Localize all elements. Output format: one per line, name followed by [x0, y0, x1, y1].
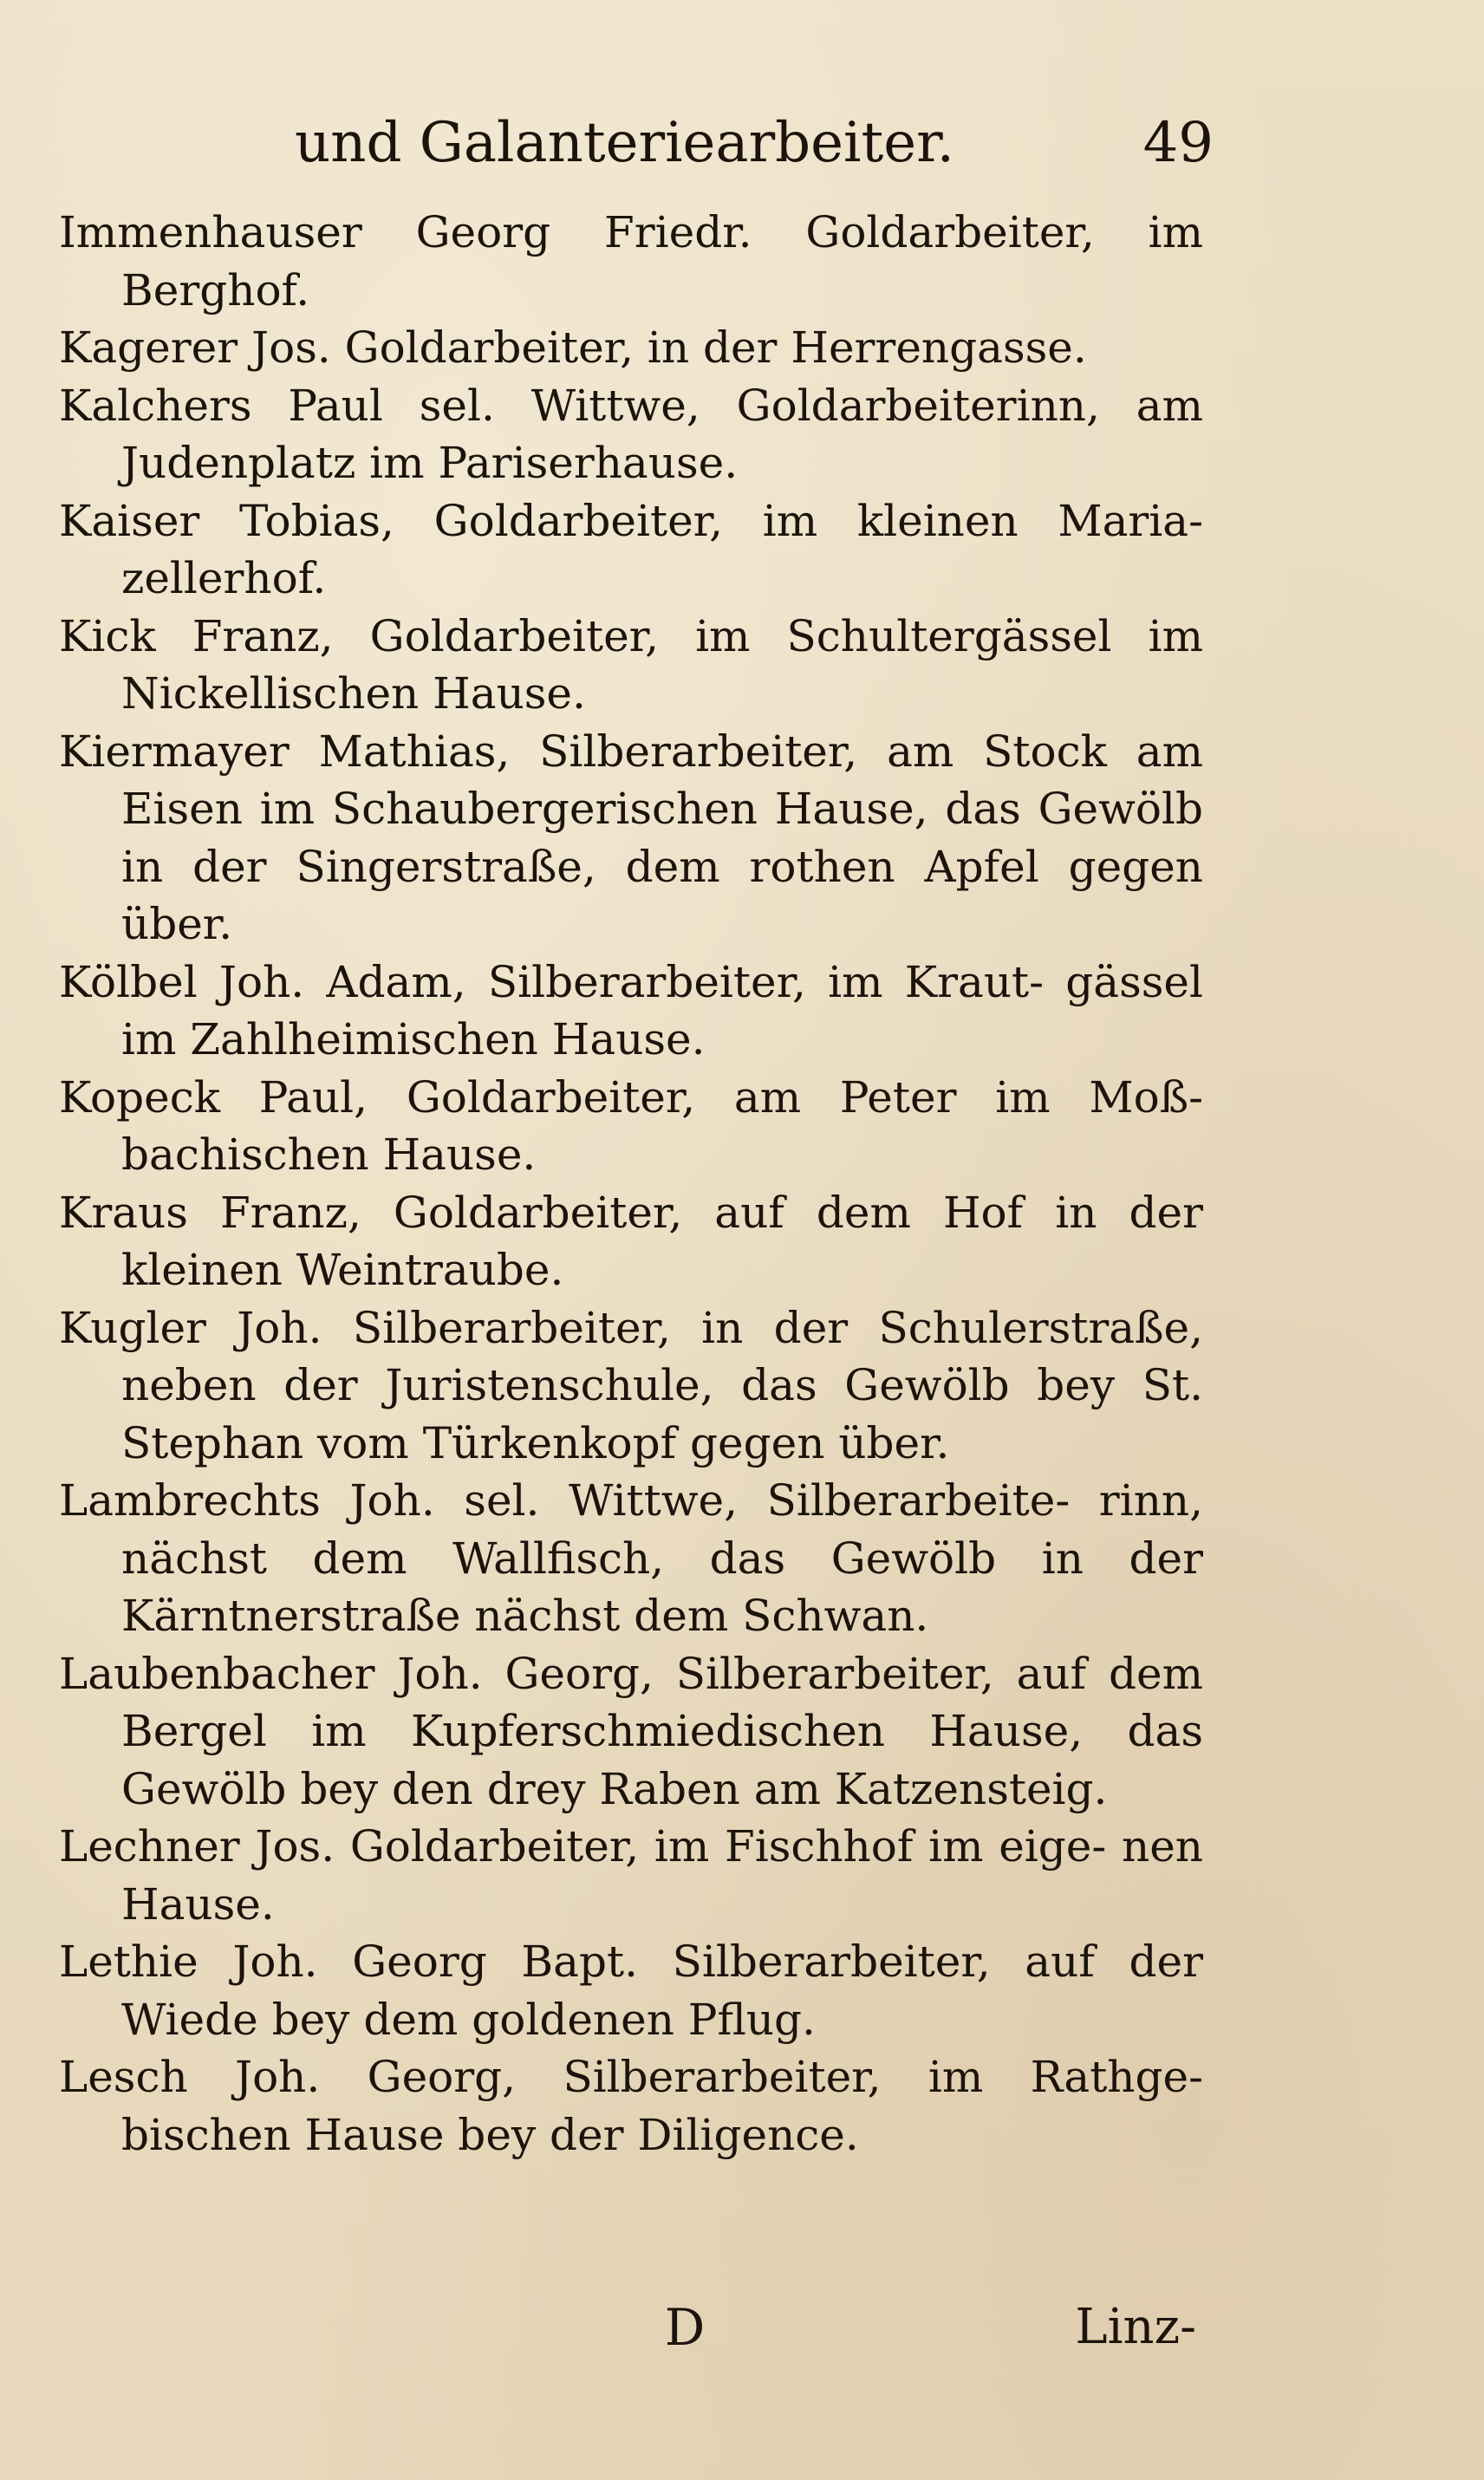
directory-entries — [59, 204, 1203, 2164]
directory-entry: Kugler Joh. Silberarbeiter, in der Schulerstraße, neben der Juristenschule, das Gewölb bey St. Stephan vom Türkenkopf gegen über. — [59, 1302, 1203, 1468]
directory-entry: Kick Franz, Goldarbeiter, im Schultergässel im Nickellischen Hause. — [59, 610, 1203, 719]
directory-entry: Lethie Joh. Georg Bapt. Silberarbeiter, auf der Wiede bey dem goldenen Pflug. — [59, 1936, 1203, 2045]
running-head: und Galanteriearbeiter. — [295, 111, 954, 175]
directory-entry: Lechner Jos. Goldarbeiter, im Fischhof im eige- nen Hause. — [59, 1821, 1203, 1930]
directory-entry: Kopeck Paul, Goldarbeiter, am Peter im Moß- bachischen Hause. — [59, 1071, 1203, 1180]
signature-mark: D — [664, 2298, 706, 2357]
directory-entry: Kiermayer Mathias, Silberarbeiter, am Stock am Eisen im Schaubergerischen Hause, das Gewölb in der Singerstraße, dem rothen Apfel gegen über. — [59, 726, 1203, 949]
catchword: Linz- — [1075, 2299, 1196, 2355]
page-footer — [0, 2288, 1484, 2366]
directory-entry: Kraus Franz, Goldarbeiter, auf dem Hof in der kleinen Weintraube. — [59, 1187, 1203, 1295]
directory-entry: Lambrechts Joh. sel. Wittwe, Silberarbeite- rinn, nächst dem Wallfisch, das Gewölb in der Kärntnerstraße nächst dem Schwan. — [59, 1475, 1203, 1641]
directory-entry: Immenhauser Georg Friedr. Goldarbeiter, im Berghof. — [59, 207, 1203, 316]
directory-entry: Kalchers Paul sel. Wittwe, Goldarbeiterinn, am Judenplatz im Pariserhause. — [59, 380, 1203, 488]
directory-entry: Kagerer Jos. Goldarbeiter, in der Herrengasse. — [59, 322, 1087, 373]
page-number: 49 — [1142, 111, 1214, 175]
directory-entry: Kölbel Joh. Adam, Silberarbeiter, im Kraut- gässel im Zahlheimischen Hause. — [59, 956, 1203, 1064]
directory-entry: Laubenbacher Joh. Georg, Silberarbeiter, auf dem Bergel im Kupferschmiedischen Hause, das Gewölb bey den drey Raben am Katzensteig. — [59, 1648, 1203, 1814]
directory-entry: Lesch Joh. Georg, Silberarbeiter, im Rathge- bischen Hause bey der Diligence. — [59, 2052, 1203, 2160]
directory-entry: Kaiser Tobias, Goldarbeiter, im kleinen Maria- zellerhof. — [59, 495, 1203, 603]
